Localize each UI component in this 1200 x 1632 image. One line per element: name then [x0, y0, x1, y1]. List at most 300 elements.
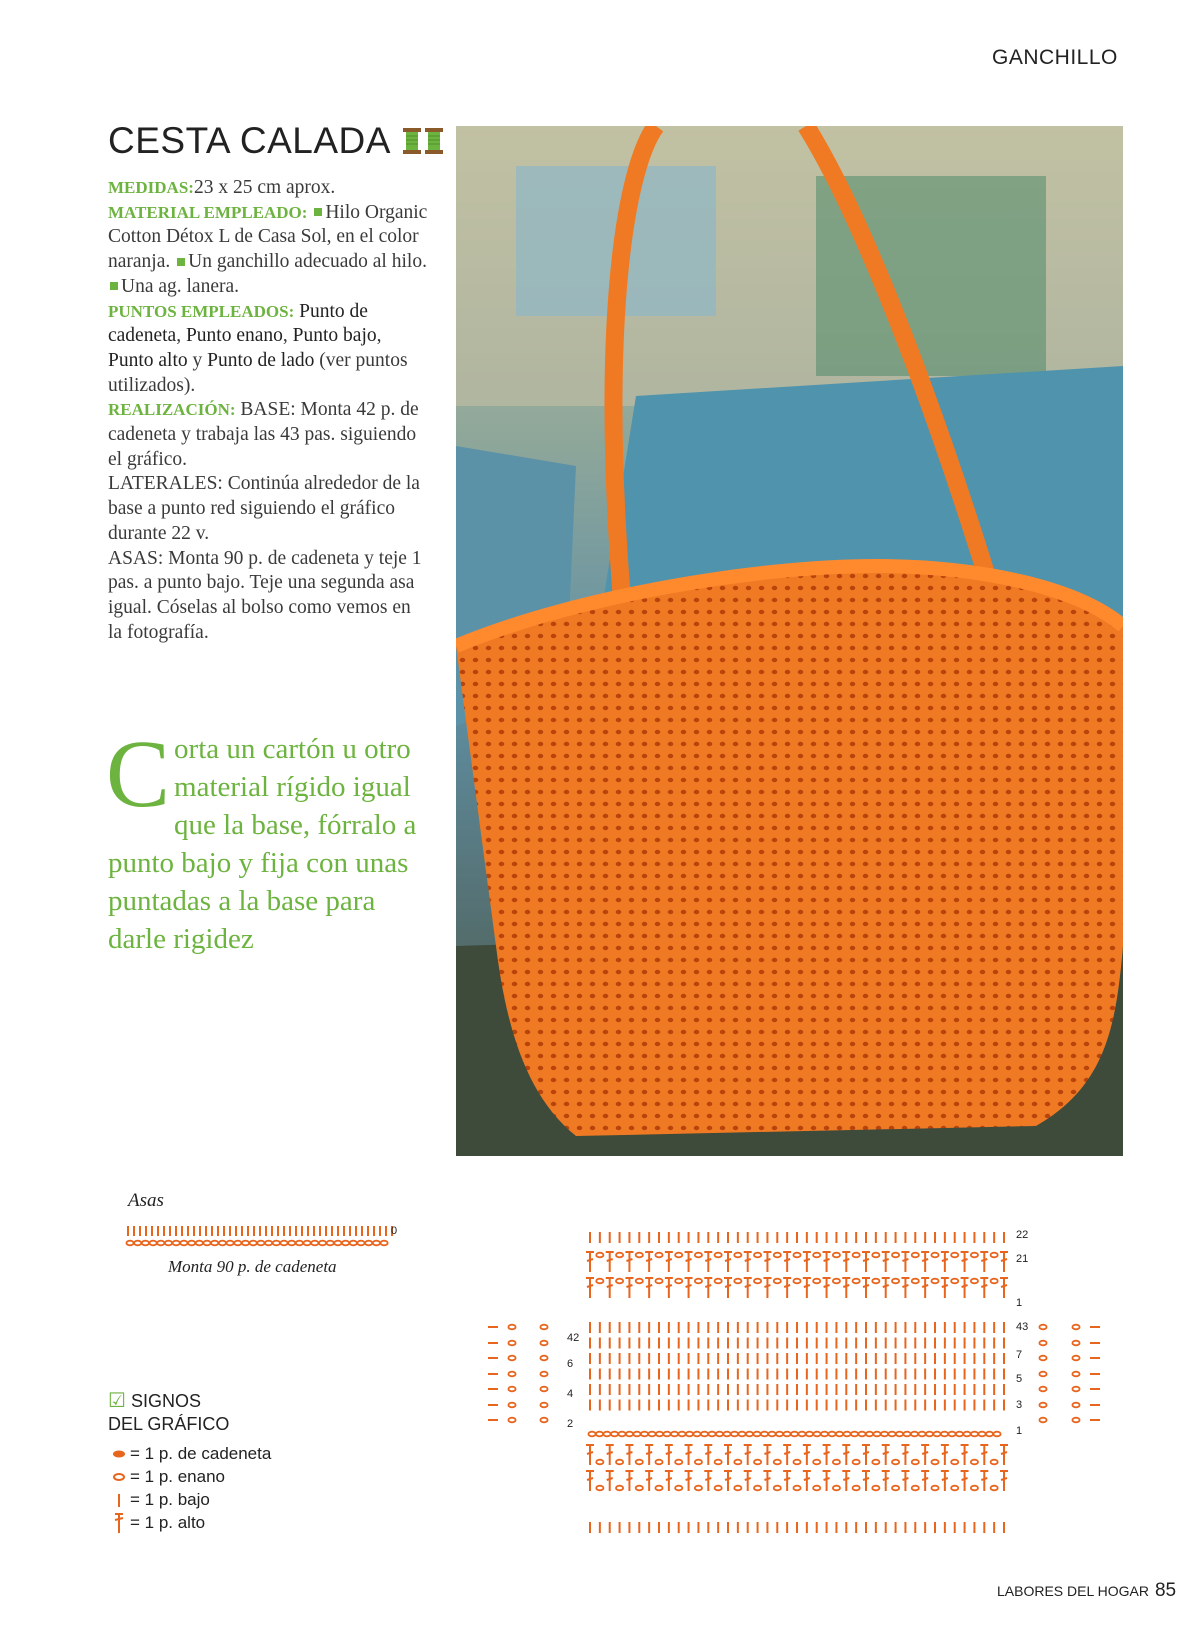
chain-stitch-mark: [508, 1387, 515, 1392]
double-crochet-mark: [981, 1285, 987, 1287]
chain-stitch-mark: [540, 1325, 547, 1330]
legend-item: [108, 1442, 271, 1465]
double-crochet-mark: [607, 1478, 613, 1480]
chain-stitch-mark: [165, 1241, 172, 1246]
chain-stitch-mark: [873, 1432, 880, 1437]
double-crochet-mark: [863, 1452, 869, 1454]
chain-stitch-mark: [903, 1432, 910, 1437]
chain-stitch-mark: [675, 1253, 682, 1258]
double-crochet-mark: [587, 1259, 593, 1261]
legend-item-label: = 1 p. de cadeneta: [130, 1443, 272, 1463]
chain-stitch-mark: [636, 1279, 643, 1284]
puntos-label: PUNTOS EMPLEADOS:: [108, 301, 295, 321]
chain-stitch-mark: [1072, 1356, 1079, 1361]
single-crochet-icon: [108, 1492, 130, 1508]
chain-stitch-mark: [701, 1432, 708, 1437]
chain-stitch-mark: [754, 1460, 761, 1465]
chain-stitch-mark: [508, 1372, 515, 1377]
chain-stitch-mark: [774, 1460, 781, 1465]
chain-stitch-mark: [918, 1432, 925, 1437]
chain-stitch-mark: [655, 1460, 662, 1465]
chain-stitch-mark: [912, 1460, 919, 1465]
chain-stitch-mark: [941, 1432, 948, 1437]
double-crochet-mark: [764, 1452, 770, 1454]
chain-stitch-mark: [350, 1241, 357, 1246]
chain-stitch-mark: [793, 1460, 800, 1465]
chart-row-label: 43: [1016, 1321, 1029, 1333]
material-item: Una ag. lanera.: [121, 275, 240, 297]
chain-stitch-mark: [319, 1241, 326, 1246]
page-footer: [997, 1580, 1176, 1602]
chain-stitch-mark: [327, 1241, 334, 1246]
chain-stitch-mark: [596, 1253, 603, 1258]
double-crochet-mark: [902, 1452, 908, 1454]
chart-row-label: 0: [391, 1225, 398, 1237]
double-crochet-mark: [764, 1478, 770, 1480]
stitch-name: Punto enano: [185, 325, 283, 347]
chain-stitch-mark: [866, 1432, 873, 1437]
chain-stitch-mark: [508, 1356, 515, 1361]
chain-stitch-mark: [956, 1432, 963, 1437]
chain-stitch-mark: [540, 1418, 547, 1423]
chain-stitch-mark: [611, 1432, 618, 1437]
double-crochet-mark: [863, 1478, 869, 1480]
double-crochet-mark: [725, 1478, 731, 1480]
chain-stitch-mark: [288, 1241, 295, 1246]
chain-stitch-mark: [196, 1241, 203, 1246]
chain-stitch-mark: [991, 1279, 998, 1284]
double-crochet-mark: [1001, 1478, 1007, 1480]
double-crochet-mark: [981, 1478, 987, 1480]
chain-stitch-mark: [715, 1279, 722, 1284]
double-crochet-mark: [587, 1452, 593, 1454]
chain-stitch-mark: [734, 1486, 741, 1491]
chain-stitch-mark: [618, 1432, 625, 1437]
chain-stitch-mark: [911, 1432, 918, 1437]
double-crochet-mark: [922, 1259, 928, 1261]
stitch-note: (ver puntos utilizados).: [108, 349, 408, 396]
chain-stitch-mark: [993, 1432, 1000, 1437]
chain-stitch-mark: [508, 1341, 515, 1346]
chain-stitch-mark: [1039, 1372, 1046, 1377]
double-crochet-mark: [705, 1478, 711, 1480]
puntos-paragraph: PUNTOS EMPLEADOS: Punto de cadeneta, Punto enano, Punto bajo, Punto alto y Punto de lado (ver puntos utilizados).: [108, 300, 408, 396]
chain-stitch-mark: [695, 1279, 702, 1284]
chain-stitch-mark: [695, 1486, 702, 1491]
chain-stitch-mark: [971, 1253, 978, 1258]
tip-text: orta un cartón u otro material rígido igual que la base, fórralo a punto bajo y fija con unas puntadas a la base para darle rigidez: [108, 733, 417, 955]
realizacion-label: REALIZACIÓN:: [108, 400, 236, 420]
double-crochet-mark: [745, 1478, 751, 1480]
chain-stitch-mark: [150, 1241, 157, 1246]
chain-stitch-mark: [648, 1432, 655, 1437]
chain-stitch-mark: [783, 1432, 790, 1437]
chain-stitch-mark: [180, 1241, 187, 1246]
double-crochet-mark: [646, 1452, 652, 1454]
chain-stitch-mark: [951, 1253, 958, 1258]
chain-stitch-mark: [828, 1432, 835, 1437]
chain-stitch-mark: [813, 1460, 820, 1465]
chart-row-label: 3: [1016, 1399, 1023, 1411]
chain-stitch-mark: [858, 1432, 865, 1437]
double-crochet-mark: [666, 1285, 672, 1287]
material-item: Hilo Organic Cotton Détox L de Casa Sol, en el color naranja.: [108, 201, 428, 273]
double-crochet-mark: [824, 1259, 830, 1261]
chain-stitch-mark: [342, 1241, 349, 1246]
double-crochet-mark: [962, 1478, 968, 1480]
checkmark-icon: ☑: [108, 1390, 126, 1412]
chain-stitch-mark: [126, 1241, 133, 1246]
double-crochet-mark: [824, 1285, 830, 1287]
double-crochet-mark: [725, 1259, 731, 1261]
chain-stitch-mark: [675, 1486, 682, 1491]
chain-stitch-mark: [616, 1253, 623, 1258]
asas-chart-title: Asas: [128, 1190, 164, 1211]
chain-stitch-mark: [616, 1279, 623, 1284]
double-crochet-mark: [902, 1478, 908, 1480]
chain-stitch-mark: [754, 1279, 761, 1284]
chain-stitch-mark: [793, 1486, 800, 1491]
double-crochet-mark: [863, 1259, 869, 1261]
chain-stitch-mark: [896, 1432, 903, 1437]
legend-item-label: = 1 p. enano: [130, 1466, 226, 1486]
chain-stitch-mark: [731, 1432, 738, 1437]
chain-stitch-mark: [833, 1460, 840, 1465]
chain-stitch-mark: [853, 1279, 860, 1284]
chart-row-label: 6: [567, 1358, 574, 1370]
chain-stitch-mark: [157, 1241, 164, 1246]
medidas-label: MEDIDAS:: [108, 178, 194, 197]
legend-item-label: = 1 p. bajo: [130, 1489, 210, 1509]
double-crochet-mark: [1001, 1259, 1007, 1261]
chain-stitch-mark: [715, 1460, 722, 1465]
chain-stitch-mark: [991, 1460, 998, 1465]
double-crochet-mark: [922, 1285, 928, 1287]
chain-stitch-mark: [971, 1486, 978, 1491]
legend-item: [108, 1511, 271, 1534]
chain-stitch-mark: [951, 1460, 958, 1465]
chain-stitch-mark: [381, 1241, 388, 1246]
chain-stitch-mark: [746, 1432, 753, 1437]
chain-stitch-mark: [798, 1432, 805, 1437]
double-crochet-mark: [784, 1259, 790, 1261]
double-crochet-mark: [705, 1259, 711, 1261]
chain-stitch-mark: [833, 1253, 840, 1258]
asas-chart-caption: Monta 90 p. de cadeneta: [168, 1257, 337, 1276]
double-crochet-mark: [587, 1285, 593, 1287]
double-crochet-mark: [666, 1259, 672, 1261]
chain-stitch-mark: [872, 1460, 879, 1465]
realizacion-text: BASE: Monta 42 p. de cadeneta y trabaja las 43 pas. siguiendo el gráfico.: [108, 399, 419, 470]
chain-stitch-mark: [931, 1460, 938, 1465]
chain-stitch-mark: [971, 1460, 978, 1465]
double-crochet-mark: [705, 1285, 711, 1287]
page-number: 85: [1154, 1580, 1177, 1601]
double-crochet-mark: [686, 1452, 692, 1454]
chain-stitch-mark: [1039, 1418, 1046, 1423]
double-crochet-mark: [942, 1478, 948, 1480]
chain-stitch-mark: [675, 1279, 682, 1284]
drop-cap: C: [106, 720, 171, 827]
chain-stitch-mark: [1072, 1387, 1079, 1392]
chain-stitch-mark: [892, 1253, 899, 1258]
chain-stitch-mark: [986, 1432, 993, 1437]
double-crochet-mark: [981, 1452, 987, 1454]
chain-stitch-mark: [508, 1418, 515, 1423]
chain-stitch-mark: [892, 1486, 899, 1491]
double-crochet-mark: [666, 1478, 672, 1480]
chain-stitch-mark: [678, 1432, 685, 1437]
chain-stitch-mark: [754, 1253, 761, 1258]
chart-row-label: 21: [1016, 1253, 1029, 1265]
chain-stitch-mark: [776, 1432, 783, 1437]
chain-stitch-mark: [1039, 1387, 1046, 1392]
chart-row-label: 5: [1016, 1373, 1023, 1385]
chain-stitch-mark: [715, 1486, 722, 1491]
double-crochet-mark: [587, 1478, 593, 1480]
chain-stitch-mark: [806, 1432, 813, 1437]
chain-stitch-mark: [633, 1432, 640, 1437]
chain-stitch-mark: [872, 1279, 879, 1284]
chain-stitch-mark: [853, 1486, 860, 1491]
chain-stitch-mark: [671, 1432, 678, 1437]
chain-stitch-mark: [311, 1241, 318, 1246]
chain-stitch-mark: [912, 1253, 919, 1258]
chain-stitch-mark: [334, 1241, 341, 1246]
laterales-paragraph: LATERALES: Continúa alrededor de la base a punto red siguiendo el gráfico durante 22 v.: [108, 473, 420, 544]
chain-stitch-mark: [1039, 1341, 1046, 1346]
double-crochet-mark: [686, 1285, 692, 1287]
chain-stitch-mark: [219, 1241, 226, 1246]
chain-stitch-mark: [853, 1253, 860, 1258]
chain-stitch-mark: [1072, 1418, 1079, 1423]
chain-stitch-mark: [833, 1486, 840, 1491]
magazine-name: LABORES DEL HOGAR: [997, 1583, 1149, 1599]
chain-stitch-mark: [1072, 1372, 1079, 1377]
chain-stitch-mark: [675, 1460, 682, 1465]
chain-stitch-mark: [813, 1432, 820, 1437]
chain-stitch-mark: [1072, 1341, 1079, 1346]
double-crochet-mark: [1001, 1285, 1007, 1287]
double-crochet-mark: [784, 1452, 790, 1454]
double-crochet-mark: [666, 1452, 672, 1454]
chain-stitch-mark: [754, 1486, 761, 1491]
chain-stitch-mark: [540, 1403, 547, 1408]
chain-stitch-icon: [108, 1450, 130, 1458]
chart-row-label: 1: [1016, 1425, 1023, 1437]
chain-stitch-mark: [931, 1486, 938, 1491]
double-crochet-mark: [843, 1478, 849, 1480]
double-crochet-mark: [764, 1285, 770, 1287]
asas-paragraph: ASAS: Monta 90 p. de cadeneta y teje 1 pas. a punto bajo. Teje una segunda asa igual. Cóselas al bolso como vemos en la fotografía.: [108, 547, 422, 643]
double-crochet-mark: [607, 1285, 613, 1287]
chain-stitch-mark: [540, 1356, 547, 1361]
chain-stitch-mark: [833, 1279, 840, 1284]
chain-stitch-mark: [641, 1432, 648, 1437]
chain-stitch-mark: [616, 1486, 623, 1491]
double-crochet-mark: [804, 1478, 810, 1480]
chain-stitch-mark: [738, 1432, 745, 1437]
chain-stitch-mark: [872, 1486, 879, 1491]
chain-stitch-mark: [931, 1279, 938, 1284]
chain-stitch-mark: [1072, 1325, 1079, 1330]
chain-stitch-mark: [991, 1253, 998, 1258]
chain-stitch-mark: [892, 1460, 899, 1465]
chain-stitch-mark: [373, 1241, 380, 1246]
chain-stitch-mark: [1039, 1403, 1046, 1408]
double-crochet-mark: [646, 1478, 652, 1480]
chain-stitch-mark: [540, 1372, 547, 1377]
chain-stitch-mark: [695, 1253, 702, 1258]
legend: [108, 1390, 271, 1534]
chain-stitch-mark: [693, 1432, 700, 1437]
stitch-name: Punto de cadeneta: [108, 300, 368, 347]
chain-stitch-mark: [636, 1253, 643, 1258]
chain-stitch-mark: [686, 1432, 693, 1437]
chain-stitch-mark: [881, 1432, 888, 1437]
chain-stitch-mark: [793, 1253, 800, 1258]
double-crochet-mark: [745, 1285, 751, 1287]
chain-stitch-mark: [508, 1325, 515, 1330]
chain-stitch-mark: [365, 1241, 372, 1246]
chain-stitch-mark: [357, 1241, 364, 1246]
material-item: Un ganchillo adecuado al hilo.: [188, 251, 427, 273]
chain-stitch-mark: [888, 1432, 895, 1437]
double-crochet-mark: [626, 1285, 632, 1287]
chain-stitch-mark: [596, 1460, 603, 1465]
double-crochet-mark: [804, 1259, 810, 1261]
chain-stitch-mark: [265, 1241, 272, 1246]
double-crochet-mark: [942, 1259, 948, 1261]
double-crochet-mark: [725, 1452, 731, 1454]
chart-row-label: 42: [567, 1332, 580, 1344]
chain-stitch-mark: [774, 1253, 781, 1258]
double-crochet-mark: [1001, 1452, 1007, 1454]
double-crochet-mark: [804, 1452, 810, 1454]
double-crochet-mark: [607, 1452, 613, 1454]
chain-stitch-mark: [912, 1279, 919, 1284]
pattern-title-text: CESTA CALADA: [108, 120, 391, 161]
chain-stitch-mark: [971, 1432, 978, 1437]
chart-row-label: 1: [1016, 1297, 1023, 1309]
chain-stitch-mark: [655, 1486, 662, 1491]
double-crochet-mark: [824, 1478, 830, 1480]
chain-stitch-mark: [926, 1432, 933, 1437]
chain-stitch-mark: [596, 1279, 603, 1284]
double-crochet-mark: [922, 1478, 928, 1480]
chain-stitch-mark: [655, 1253, 662, 1258]
double-crochet-mark: [745, 1452, 751, 1454]
chain-stitch-mark: [1072, 1403, 1079, 1408]
double-crochet-mark: [942, 1285, 948, 1287]
chain-stitch-mark: [250, 1241, 257, 1246]
double-crochet-mark: [883, 1478, 889, 1480]
chain-stitch-mark: [723, 1432, 730, 1437]
chain-stitch-mark: [540, 1341, 547, 1346]
legend-item: [108, 1465, 271, 1488]
double-crochet-mark: [626, 1452, 632, 1454]
double-crochet-mark: [784, 1285, 790, 1287]
chain-stitch-mark: [142, 1241, 149, 1246]
chain-stitch-mark: [951, 1279, 958, 1284]
stitch-name: Punto alto: [108, 349, 188, 371]
chart-row-label: 2: [567, 1418, 574, 1430]
chain-stitch-mark: [912, 1486, 919, 1491]
chain-stitch-mark: [971, 1279, 978, 1284]
chain-stitch-mark: [695, 1460, 702, 1465]
medidas-value: 23 x 25 cm aprox.: [193, 177, 336, 198]
double-crochet-mark: [764, 1259, 770, 1261]
chain-stitch-mark: [588, 1432, 595, 1437]
chain-stitch-mark: [991, 1486, 998, 1491]
chain-stitch-mark: [813, 1486, 820, 1491]
chain-stitch-mark: [813, 1253, 820, 1258]
double-crochet-mark: [883, 1259, 889, 1261]
stitch-conjunction: y: [192, 349, 203, 371]
double-crochet-mark: [626, 1259, 632, 1261]
chain-stitch-mark: [951, 1486, 958, 1491]
double-crochet-mark: [626, 1478, 632, 1480]
double-crochet-mark: [745, 1259, 751, 1261]
double-crochet-mark: [824, 1452, 830, 1454]
legend-title-line1: SIGNOS: [130, 1391, 201, 1411]
chart-row-label: 22: [1016, 1229, 1029, 1241]
chain-stitch-mark: [211, 1241, 218, 1246]
double-crochet-mark: [607, 1259, 613, 1261]
double-crochet-mark: [705, 1452, 711, 1454]
chain-stitch-mark: [616, 1460, 623, 1465]
chain-stitch-mark: [853, 1460, 860, 1465]
chain-stitch-mark: [761, 1432, 768, 1437]
chain-stitch-mark: [540, 1387, 547, 1392]
double-crochet-mark: [843, 1259, 849, 1261]
chain-stitch-mark: [234, 1241, 241, 1246]
legend-title-line2: DEL GRÁFICO: [108, 1414, 230, 1434]
double-crochet-mark: [902, 1259, 908, 1261]
chain-stitch-mark: [734, 1460, 741, 1465]
double-crochet-mark: [686, 1259, 692, 1261]
chain-stitch-mark: [134, 1241, 141, 1246]
double-crochet-mark: [883, 1452, 889, 1454]
chain-stitch-mark: [596, 1432, 603, 1437]
chain-stitch-mark: [596, 1486, 603, 1491]
chain-stitch-mark: [636, 1460, 643, 1465]
chain-stitch-mark: [948, 1432, 955, 1437]
chain-stitch-mark: [774, 1279, 781, 1284]
chain-stitch-mark: [716, 1432, 723, 1437]
double-crochet-icon: [108, 1512, 130, 1534]
chain-stitch-mark: [774, 1486, 781, 1491]
chain-stitch-mark: [708, 1432, 715, 1437]
double-crochet-mark: [804, 1285, 810, 1287]
chain-stitch-mark: [173, 1241, 180, 1246]
slip-stitch-icon: [108, 1473, 130, 1481]
chain-stitch-mark: [851, 1432, 858, 1437]
chain-stitch-mark: [242, 1241, 249, 1246]
double-crochet-mark: [962, 1259, 968, 1261]
chain-stitch-mark: [813, 1279, 820, 1284]
stitch-name: Punto bajo: [292, 325, 377, 347]
chain-stitch-mark: [963, 1432, 970, 1437]
chain-stitch-mark: [508, 1403, 515, 1408]
chain-stitch-mark: [791, 1432, 798, 1437]
chain-stitch-mark: [296, 1241, 303, 1246]
double-crochet-mark: [863, 1285, 869, 1287]
double-crochet-mark: [686, 1478, 692, 1480]
material-label: MATERIAL EMPLEADO:: [108, 202, 308, 222]
chain-stitch-mark: [655, 1279, 662, 1284]
chain-stitch-mark: [626, 1432, 633, 1437]
